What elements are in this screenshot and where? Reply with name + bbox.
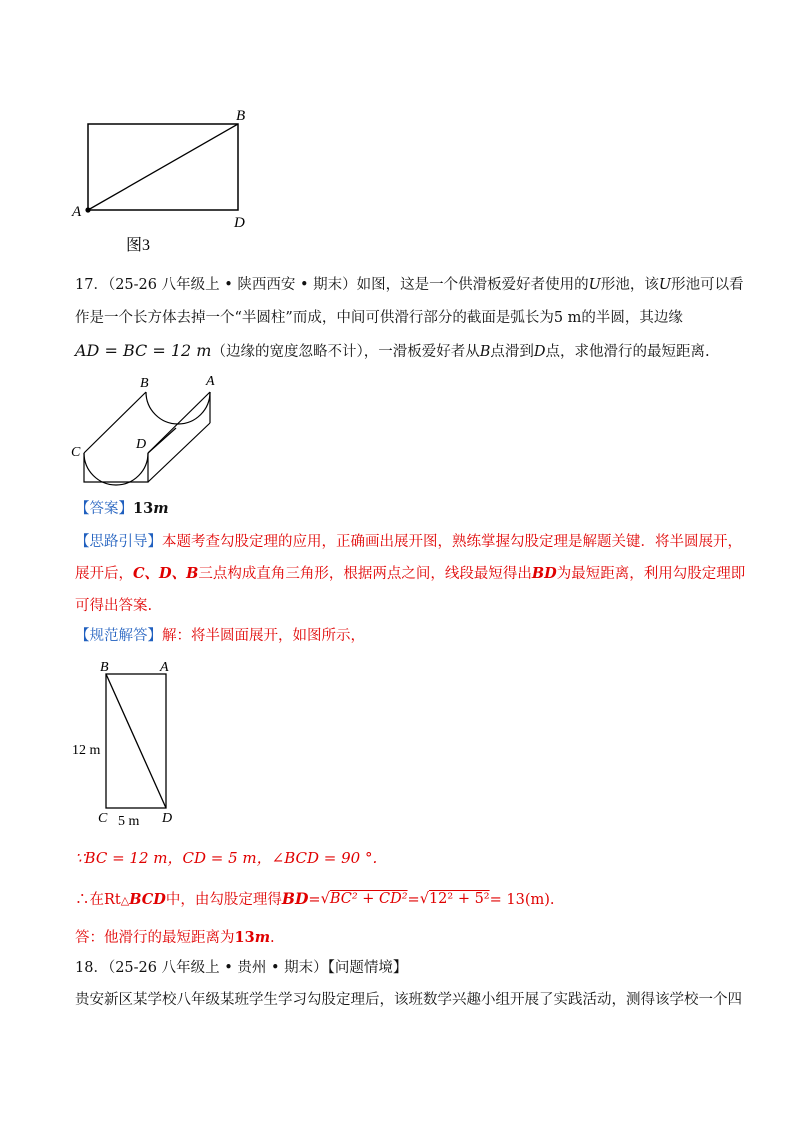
- figure-unfolded: [68, 656, 188, 831]
- q17-line1: [75, 275, 744, 295]
- fig3-label-d: D: [234, 215, 245, 231]
- answer-line: [75, 499, 169, 519]
- step2-prefix: ∴在Rt: [75, 892, 121, 908]
- answer-tag: 【答案】: [75, 501, 133, 517]
- fig3-point-a: [85, 207, 90, 212]
- hint-line1: [75, 532, 742, 552]
- hint-text2a: 展开后，: [75, 566, 133, 582]
- hint-line3: 可得出答案.: [75, 598, 153, 614]
- front-semicircle: [84, 453, 148, 485]
- q17-text2: 形池，该: [600, 277, 659, 293]
- q18-number: 18．: [75, 960, 108, 976]
- rect-label-a: A: [160, 660, 169, 675]
- solution-text: 解：将半圆面展开，如图所示，: [162, 628, 365, 644]
- q17-formula: AD = BC = 12 m: [75, 341, 212, 360]
- q17-line2: 作是一个长方体去掉一个“半圆柱”而成，中间可供滑行部分的截面是弧长为5 m的半圆，其边缘: [75, 310, 683, 326]
- q18-line1: [75, 958, 407, 978]
- solution-tag: 【规范解答】: [75, 628, 162, 644]
- hint-text2e: 为最短距离，利用勾股定理即: [556, 566, 746, 582]
- edge-bottom-right: [148, 423, 210, 482]
- unfolded-diagonal-bd: [106, 674, 166, 808]
- hint-text2c: 三点构成直角三角形，根据两点之间，线段最短得出: [198, 566, 532, 582]
- q18-source: （25-26 八年级上 • 贵州 • 期末）【问题情境】: [107, 960, 408, 976]
- sqrt-2: √12² + 5²: [419, 891, 490, 907]
- answer-unit: m: [153, 500, 169, 517]
- q17-point-d: D: [533, 344, 546, 360]
- q17-u2: U: [658, 277, 672, 293]
- fig3-diagonal: [88, 124, 238, 210]
- fig3-label-a: A: [72, 204, 82, 220]
- rect-label-c: C: [98, 811, 108, 826]
- q17-point-b: B: [479, 344, 491, 360]
- edge-ad: [148, 392, 210, 453]
- rect-side-label: 12 m: [72, 743, 101, 758]
- q17-text: 如图，这是一个供滑板爱好者使用的: [356, 277, 589, 293]
- u-label-c: C: [71, 445, 81, 460]
- step2-result: = 13(m).: [489, 892, 555, 908]
- step3-value: 13: [234, 929, 255, 946]
- step2-mid: 中，由勾股定理得: [165, 892, 282, 908]
- back-semicircle: [146, 392, 210, 424]
- hint-text1: 本题考查勾股定理的应用，正确画出展开图，熟练掌握勾股定理是解题关键．将半圆展开，: [162, 534, 742, 550]
- step3-end: .: [270, 930, 275, 946]
- step3: [75, 928, 275, 948]
- rect-label-b: B: [100, 660, 109, 675]
- figure-u-pool: [66, 370, 236, 495]
- step2-triangle: △: [120, 894, 130, 907]
- solution-line: [75, 626, 365, 646]
- u-label-a: A: [206, 374, 215, 389]
- fig3-label-b: B: [236, 108, 246, 124]
- step2-eq: =: [308, 892, 321, 908]
- step2-eq2: =: [407, 892, 420, 908]
- q17-line3-end: 点，求他滑行的最短距离.: [545, 344, 710, 360]
- front-face: [84, 453, 148, 482]
- q17-line3-text: （边缘的宽度忽略不计），一滑板爱好者从: [211, 344, 480, 360]
- answer-value: 13: [133, 500, 154, 517]
- step3-text: 答：他滑行的最短距离为: [75, 930, 235, 946]
- sqrt-1: √BC² + CD²: [320, 891, 408, 907]
- sqrt-1-expr: BC² + CD²: [329, 891, 408, 907]
- step3-unit: m: [254, 929, 271, 946]
- q17-number: 17．: [75, 277, 108, 293]
- u-label-d: D: [136, 437, 147, 452]
- u-label-b: B: [140, 376, 149, 391]
- hint-cdb: C、D、B: [133, 565, 199, 582]
- q17-u: U: [588, 277, 601, 293]
- q17-line3: [75, 341, 710, 362]
- q17-source: （25-26 八年级上 • 陕西西安 • 期末）: [107, 277, 357, 293]
- q18-line2: 贵安新区某学校八年级某班学生学习勾股定理后，该班数学兴趣小组开展了实践活动，测得该学校一个四: [75, 992, 742, 1008]
- figure-3: [60, 100, 280, 260]
- q17-text3: 形池可以看: [671, 277, 744, 293]
- rect-label-d: D: [162, 811, 173, 826]
- step2-bcd: BCD: [129, 891, 166, 908]
- hint-line2: [75, 564, 745, 584]
- step1: ∵BC = 12 m，CD = 5 m，∠BCD = 90 °.: [75, 849, 378, 867]
- rect-bottom-label: 5 m: [118, 814, 140, 829]
- hint-tag: 【思路引导】: [75, 534, 162, 550]
- hint-bd: BD: [531, 565, 557, 582]
- q17-line3-mid: 点滑到: [490, 344, 534, 360]
- fig3-caption: 图3: [126, 237, 151, 254]
- sqrt-2-expr: 12² + 5²: [428, 891, 490, 907]
- step2: [75, 889, 555, 911]
- step2-bd: BD: [281, 889, 309, 908]
